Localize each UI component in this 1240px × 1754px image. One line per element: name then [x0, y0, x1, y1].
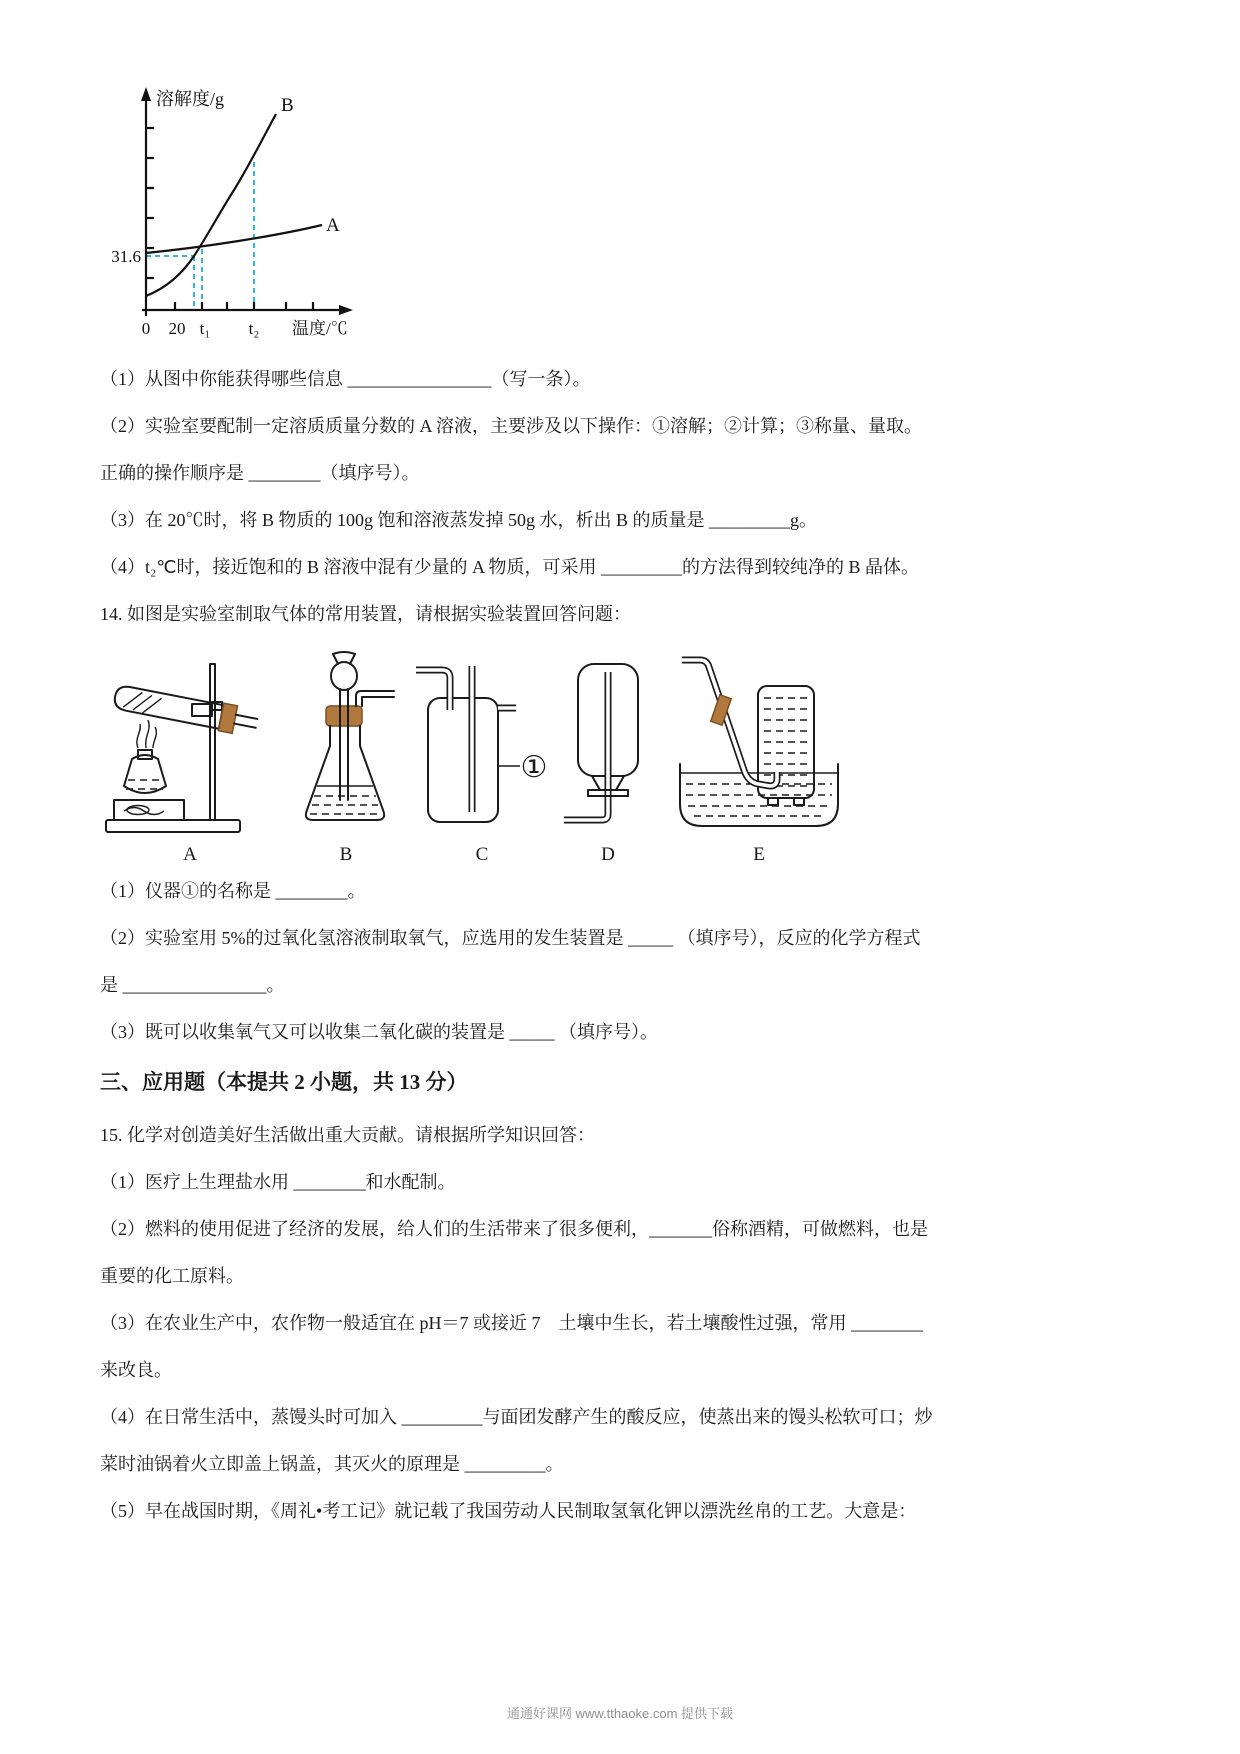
apparatus-c-gas-bottle-figure [412, 648, 552, 840]
apparatus-label-a: A [183, 844, 197, 865]
apparatus-label-e: E [753, 844, 765, 865]
curve-A-label: A [326, 215, 340, 236]
apparatus-a-heating-setup-figure [100, 648, 280, 840]
erlenmeyer-flask-icon [306, 726, 384, 820]
q15-part-4-cont: 菜时油锅着火立即盖上锅盖，其灭火的原理是 _________。 [100, 1454, 564, 1474]
curve-B [146, 114, 276, 296]
q13-part-4: （4）t₂℃时，接近饱和的 B 溶液中混有少量的 A 物质，可采用 _________的方法得到较纯净的 B 晶体。 [100, 557, 920, 577]
chart-x-label: 温度/℃ [292, 319, 348, 338]
alcohol-lamp-icon [124, 755, 166, 793]
q15-part-2: （2）燃料的使用促进了经济的发展，给人们的生活带来了很多便利，_______俗称酒精，可做燃料，也是 [100, 1219, 928, 1239]
apparatus-b [286, 648, 406, 866]
y-axis-arrow [141, 87, 151, 101]
rubber-stopper-icon [326, 706, 362, 726]
q14-part-2-cont: 是 ________________。 [100, 975, 285, 995]
section-3-title: 三、应用题（本提共 2 小题，共 13 分） [100, 1070, 468, 1094]
gas-bottle-icon [428, 698, 498, 822]
apparatus-figure-row [100, 648, 1148, 866]
stand-base-icon [106, 820, 240, 832]
x-axis-arrow [339, 305, 353, 315]
q15-part-5: （5）早在战国时期，《周礼•考工记》就记载了我国劳动人民制取氢氧化钾以漂洗丝帛的工艺。大意是： [100, 1501, 917, 1521]
x-tick-20: 20 [168, 319, 186, 338]
apparatus-label-c: C [475, 844, 489, 865]
bent-tube-icon [416, 670, 450, 710]
x-tick-t1: t₁ [199, 319, 211, 338]
delivery-tube-icon [682, 660, 777, 786]
q14-part-1: （1）仪器①的名称是 ________。 [100, 881, 366, 901]
callout-1-label: ① [520, 751, 548, 784]
thistle-funnel-bulb-icon [331, 662, 357, 690]
apparatus-label-b: B [339, 844, 353, 865]
curve-B-label: B [281, 95, 294, 116]
chart-y-value-31.6: 31.6 [111, 247, 141, 266]
apparatus-e-water-trough-figure [664, 648, 854, 840]
q15-part-1: （1）医疗上生理盐水用 ________和水配制。 [100, 1172, 456, 1192]
q15-part-3-cont: 来改良。 [100, 1360, 172, 1380]
apparatus-b-flask-figure [286, 648, 406, 840]
bottle-mouth-icon [768, 798, 804, 805]
apparatus-d-collection-bottle-figure [558, 648, 658, 840]
q15-part-3: （3）在农业生产中，农作物一般适宜在 pH＝7 或接近 7 土壤中生长，若土壤酸性过强，常用 ________ [100, 1313, 923, 1333]
apparatus-a [100, 648, 280, 866]
apparatus-d [558, 648, 658, 866]
delivery-tube-icon [356, 691, 394, 706]
q13-part-2: （2）实验室要配制一定溶质质量分数的 A 溶液，主要涉及以下操作：①溶解；②计算；③称量、量取。 [100, 416, 923, 436]
x-tick-0: 0 [141, 319, 151, 338]
stand-rod-icon [210, 664, 215, 820]
apparatus-label-d: D [601, 844, 615, 865]
x-ticks [175, 302, 313, 310]
q15-part-4: （4）在日常生活中，蒸馒头时可加入 _________与面团发酵产生的酸反应，使蒸出来的馒头松软可口；炒 [100, 1407, 933, 1427]
apparatus-c [412, 648, 552, 866]
q13-part-3: （3）在 20℃时，将 B 物质的 100g 饱和溶液蒸发掉 50g 水，析出 B 的质量是 _________g。 [100, 510, 818, 530]
exam-content [100, 78, 1148, 1545]
solubility-chart-svg [106, 78, 356, 350]
q14-stem: 14. 如图是实验室制取气体的常用装置，请根据实验装置回答问题： [100, 604, 631, 624]
chart-y-label: 溶解度/g [156, 89, 225, 109]
page-footer: 通通好课网 www.tthaoke.com 提供下载 [506, 1706, 734, 1721]
test-tube-icon [112, 683, 259, 738]
inner-l-tube-icon [564, 672, 608, 820]
x-tick-t2: t₂ [248, 319, 260, 338]
apparatus-e [664, 648, 854, 866]
q15-part-2-cont: 重要的化工原料。 [100, 1266, 244, 1286]
delivery-stub-icon [234, 715, 257, 728]
q14-part-2: （2）实验室用 5%的过氧化氢溶液制取氧气，应选用的发生装置是 _____ （填序号），反应的化学方程式 [100, 928, 921, 948]
curve-A [146, 225, 322, 253]
q13-part-2-cont: 正确的操作顺序是 ________（填序号）。 [100, 463, 420, 483]
q15-stem: 15. 化学对创造美好生活做出重大贡献。请根据所学知识回答： [100, 1125, 595, 1145]
solubility-chart-figure [106, 78, 1148, 350]
q14-part-3: （3）既可以收集氧气又可以收集二氧化碳的装置是 _____ （填序号）。 [100, 1022, 658, 1042]
q13-part-1: （1）从图中你能获得哪些信息 ________________（写一条）。 [100, 369, 591, 389]
flame-icon [137, 720, 157, 748]
